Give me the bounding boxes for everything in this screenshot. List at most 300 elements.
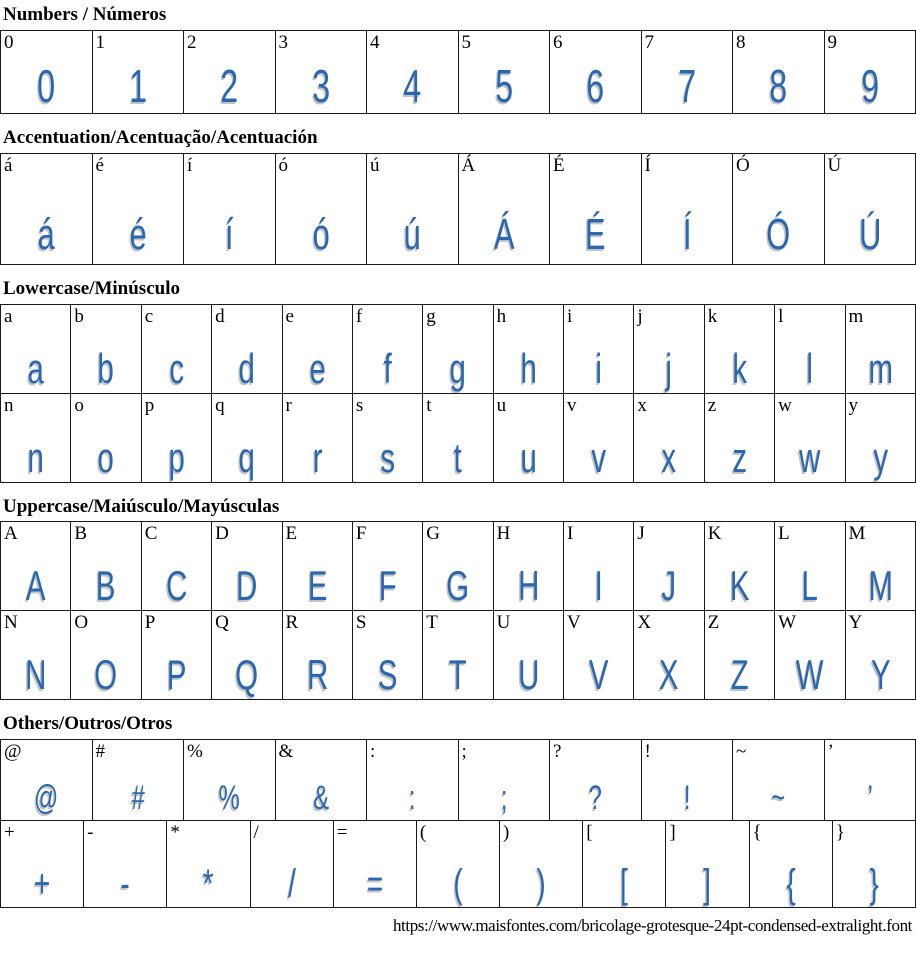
glyph-cell-numbers: [184, 30, 276, 113]
glyph-specimen: Y: [870, 651, 891, 699]
glyph-cell-inner: [353, 522, 422, 610]
glyph-cell-inner: [1, 522, 70, 610]
glyph-cell-inner: [846, 522, 916, 610]
glyph-specimen: t: [453, 433, 463, 481]
glyph-specimen: í: [224, 209, 234, 259]
glyph-label: B: [74, 523, 88, 545]
glyph-label: p: [144, 394, 155, 416]
glyph-cell-inner: [1, 740, 92, 820]
glyph-cell-inner: [283, 394, 352, 482]
specimen-sections: [0, 4, 916, 908]
glyph-cell-inner: [846, 611, 916, 699]
glyph-specimen: j: [665, 344, 673, 392]
glyph-cell-inner: [825, 154, 916, 264]
glyph-specimen: }: [869, 862, 879, 907]
glyph-cell-lowercase: [1, 393, 71, 482]
glyph-label: a: [4, 305, 13, 327]
glyph-specimen: [: [620, 862, 629, 907]
glyph-specimen: !: [683, 778, 691, 817]
glyph-specimen: J: [661, 562, 677, 610]
glyph-specimen: 6: [586, 60, 605, 113]
glyph-cell-numbers: [550, 30, 642, 113]
glyph-cell-uppercase: [775, 522, 845, 611]
glyph-cell-inner: [423, 394, 492, 482]
glyph-cell-others: [1, 821, 84, 908]
glyph-cell-inner: [634, 611, 703, 699]
glyph-cell-inner: [634, 305, 703, 393]
glyph-cell-inner: [71, 305, 140, 393]
glyph-cell-inner: [353, 611, 422, 699]
glyph-cell-uppercase: [212, 611, 282, 700]
glyph-cell-lowercase: [634, 393, 704, 482]
glyph-label: G: [426, 523, 440, 545]
glyph-cell-uppercase: [212, 522, 282, 611]
glyph-cell-uppercase: [493, 611, 563, 700]
glyph-cell-inner: [564, 305, 633, 393]
glyph-label: z: [707, 394, 717, 416]
glyph-label: E: [285, 523, 298, 545]
glyph-cell-lowercase: [775, 304, 845, 393]
glyph-specimen: U: [517, 651, 539, 699]
glyph-label: L: [778, 523, 790, 545]
glyph-specimen: C: [165, 562, 188, 610]
glyph-cell-inner: [423, 611, 492, 699]
glyph-cell-inner: [417, 821, 499, 907]
glyph-cell-uppercase: [564, 522, 634, 611]
glyph-specimen: ]: [703, 862, 712, 907]
glyph-cell-lowercase: [71, 393, 141, 482]
glyph-cell-inner: [500, 821, 582, 907]
glyph-cell-numbers: [367, 30, 459, 113]
glyph-cell-inner: [494, 305, 563, 393]
glyph-label: ’: [827, 741, 834, 763]
glyph-cell-lowercase: [845, 304, 916, 393]
glyph-specimen: O: [94, 651, 118, 699]
glyph-specimen: -: [120, 862, 130, 907]
glyph-specimen: K: [729, 562, 750, 610]
glyph-cell-lowercase: [1, 304, 71, 393]
glyph-cell-inner: [184, 31, 275, 113]
glyph-cell-accentuation: [824, 153, 916, 264]
glyph-cell-uppercase: [423, 611, 493, 700]
glyph-cell-inner: [93, 154, 184, 264]
glyph-cell-inner: [283, 611, 352, 699]
glyph-cell-inner: [459, 154, 550, 264]
glyph-specimen: c: [169, 344, 184, 392]
table-row: [1, 153, 916, 264]
glyph-specimen: É: [584, 209, 606, 259]
glyph-table-lowercase-row0: [0, 304, 916, 394]
glyph-specimen: ’: [867, 778, 873, 817]
glyph-specimen: 0: [37, 60, 56, 113]
glyph-cell-others: [749, 821, 832, 908]
glyph-label: M: [848, 523, 866, 545]
glyph-specimen: l: [806, 344, 814, 392]
glyph-label: o: [74, 394, 84, 416]
glyph-specimen: Q: [235, 651, 259, 699]
glyph-cell-lowercase: [71, 304, 141, 393]
glyph-specimen: z: [732, 433, 747, 481]
glyph-specimen: @: [34, 778, 59, 817]
glyph-cell-others: [367, 740, 459, 821]
table-row: [1, 393, 916, 482]
glyph-specimen: a: [27, 344, 44, 392]
glyph-label: [: [586, 822, 593, 844]
glyph-cell-inner: [167, 821, 249, 907]
glyph-cell-inner: [93, 31, 184, 113]
glyph-label: Ó: [736, 154, 750, 176]
glyph-cell-inner: [1, 611, 70, 699]
glyph-cell-lowercase: [141, 304, 211, 393]
glyph-label: 3: [278, 31, 288, 53]
glyph-specimen: #: [131, 778, 145, 817]
glyph-specimen: A: [25, 562, 46, 610]
glyph-label: 9: [827, 31, 837, 53]
glyph-label: í: [187, 154, 193, 176]
table-row: [1, 821, 916, 908]
glyph-label: e: [285, 305, 294, 327]
section-title-others: Others/Outros/Otros: [3, 713, 173, 735]
glyph-specimen: Ú: [858, 209, 881, 259]
glyph-cell-numbers: [824, 30, 916, 113]
glyph-cell-inner: [1, 31, 92, 113]
glyph-cell-inner: [733, 154, 824, 264]
glyph-specimen: ó: [312, 209, 330, 259]
glyph-label: }: [835, 822, 845, 844]
glyph-cell-inner: [84, 821, 166, 907]
glyph-cell-lowercase: [352, 304, 422, 393]
glyph-specimen: E: [307, 562, 327, 610]
glyph-cell-numbers: [641, 30, 733, 113]
glyph-cell-inner: [276, 31, 367, 113]
glyph-cell-inner: [666, 821, 748, 907]
glyph-cell-inner: [423, 522, 492, 610]
glyph-label: U: [496, 612, 511, 634]
glyph-cell-others: [666, 821, 749, 908]
glyph-cell-accentuation: [550, 153, 642, 264]
glyph-cell-lowercase: [704, 393, 774, 482]
glyph-specimen: e: [309, 344, 326, 392]
glyph-cell-numbers: [92, 30, 184, 113]
glyph-label: %: [187, 741, 203, 763]
glyph-label: n: [4, 394, 14, 416]
glyph-cell-lowercase: [141, 393, 211, 482]
glyph-cell-inner: [564, 522, 633, 610]
glyph-cell-inner: [550, 31, 641, 113]
glyph-table-accentuation-row0: [0, 153, 916, 265]
glyph-label: Ú: [827, 154, 842, 176]
glyph-label: 7: [644, 31, 654, 53]
glyph-label: I: [567, 523, 574, 545]
glyph-cell-inner: [459, 740, 550, 820]
glyph-cell-lowercase: [282, 393, 352, 482]
glyph-cell-uppercase: [141, 522, 211, 611]
glyph-label: f: [355, 305, 363, 327]
glyph-cell-others: [832, 821, 915, 908]
glyph-cell-others: [1, 740, 93, 821]
glyph-cell-inner: [276, 740, 367, 820]
glyph-label: u: [496, 394, 507, 416]
glyph-cell-inner: [212, 611, 281, 699]
glyph-label: Í: [644, 154, 651, 176]
glyph-label: á: [4, 154, 13, 176]
glyph-cell-others: [250, 821, 333, 908]
glyph-cell-uppercase: [352, 611, 422, 700]
glyph-cell-accentuation: [1, 153, 93, 264]
glyph-cell-others: [92, 740, 184, 821]
glyph-specimen: :: [408, 778, 416, 817]
glyph-cell-inner: [367, 31, 458, 113]
glyph-table-uppercase-row1: [0, 610, 916, 700]
glyph-cell-inner: [825, 740, 916, 820]
glyph-cell-lowercase: [634, 304, 704, 393]
glyph-label: ~: [736, 741, 747, 763]
glyph-label: é: [95, 154, 104, 176]
section-title-numbers: Numbers / Números: [3, 4, 167, 25]
glyph-cell-accentuation: [92, 153, 184, 264]
glyph-cell-inner: [353, 394, 422, 482]
glyph-label: A: [4, 523, 18, 545]
glyph-cell-inner: [634, 522, 703, 610]
glyph-cell-accentuation: [733, 153, 825, 264]
glyph-cell-others: [641, 740, 733, 821]
glyph-label: Y: [848, 612, 863, 634]
glyph-label: Q: [215, 612, 229, 634]
glyph-cell-others: [167, 821, 250, 908]
glyph-cell-inner: [283, 522, 352, 610]
glyph-specimen: G: [446, 562, 470, 610]
glyph-cell-others: [333, 821, 416, 908]
glyph-label: Á: [461, 154, 476, 176]
glyph-cell-numbers: [458, 30, 550, 113]
glyph-specimen: q: [238, 433, 255, 481]
glyph-specimen: u: [520, 433, 537, 481]
glyph-specimen: %: [218, 778, 240, 817]
glyph-cell-uppercase: [634, 522, 704, 611]
glyph-specimen: á: [37, 209, 55, 259]
glyph-cell-inner: [550, 740, 641, 820]
glyph-cell-lowercase: [212, 304, 282, 393]
glyph-specimen: 8: [769, 60, 788, 113]
glyph-label: ;: [461, 741, 467, 763]
glyph-cell-uppercase: [282, 522, 352, 611]
glyph-specimen: D: [236, 562, 258, 610]
glyph-table-others-row0: [0, 739, 916, 821]
glyph-cell-accentuation: [367, 153, 459, 264]
glyph-label: d: [215, 305, 225, 327]
glyph-specimen: M: [868, 562, 893, 610]
glyph-cell-lowercase: [704, 304, 774, 393]
glyph-cell-inner: [1, 305, 70, 393]
glyph-cell-accentuation: [275, 153, 367, 264]
glyph-cell-uppercase: [845, 522, 916, 611]
glyph-specimen: 4: [403, 60, 422, 113]
glyph-cell-numbers: [1, 30, 93, 113]
glyph-cell-accentuation: [641, 153, 733, 264]
glyph-specimen: 5: [494, 60, 513, 113]
glyph-cell-inner: [71, 522, 140, 610]
glyph-cell-others: [84, 821, 167, 908]
glyph-cell-inner: [750, 821, 832, 907]
glyph-cell-inner: [71, 611, 140, 699]
glyph-cell-uppercase: [845, 611, 916, 700]
glyph-specimen: V: [588, 651, 609, 699]
glyph-label: @: [4, 741, 22, 763]
glyph-specimen: n: [27, 433, 44, 481]
glyph-cell-uppercase: [564, 611, 634, 700]
glyph-label: l: [778, 305, 784, 327]
glyph-specimen: ;: [500, 778, 508, 817]
glyph-cell-inner: [212, 394, 281, 482]
glyph-cell-uppercase: [282, 611, 352, 700]
glyph-specimen: N: [25, 651, 47, 699]
glyph-cell-lowercase: [845, 393, 916, 482]
glyph-cell-inner: [846, 394, 916, 482]
glyph-cell-inner: [184, 154, 275, 264]
glyph-cell-others: [500, 821, 583, 908]
glyph-specimen: d: [238, 344, 255, 392]
glyph-label: -: [87, 822, 94, 844]
glyph-cell-uppercase: [1, 522, 71, 611]
glyph-label: m: [848, 305, 864, 327]
glyph-cell-uppercase: [71, 611, 141, 700]
glyph-cell-lowercase: [564, 304, 634, 393]
glyph-label: O: [74, 612, 89, 634]
glyph-specimen: {: [785, 862, 796, 907]
glyph-label: !: [644, 741, 651, 763]
glyph-specimen: 2: [220, 60, 239, 113]
glyph-cell-inner: [733, 740, 824, 820]
glyph-cell-inner: [583, 821, 665, 907]
glyph-label: &: [278, 741, 294, 763]
glyph-cell-inner: [775, 394, 844, 482]
glyph-label: ó: [278, 154, 288, 176]
glyph-label: /: [253, 822, 259, 844]
glyph-cell-inner: [494, 522, 563, 610]
table-row: [1, 304, 916, 393]
glyph-label: 6: [553, 31, 563, 53]
glyph-cell-others: [824, 740, 916, 821]
glyph-specimen: b: [97, 344, 115, 392]
glyph-cell-inner: [642, 31, 733, 113]
glyph-specimen: W: [795, 651, 824, 699]
glyph-label: P: [144, 612, 156, 634]
glyph-label: 0: [4, 31, 14, 53]
glyph-specimen: é: [129, 209, 147, 259]
glyph-cell-uppercase: [71, 522, 141, 611]
glyph-cell-inner: [494, 611, 563, 699]
glyph-specimen: Z: [730, 651, 749, 699]
glyph-cell-inner: [550, 154, 641, 264]
glyph-cell-inner: [705, 394, 774, 482]
glyph-label: Z: [707, 612, 720, 634]
glyph-label: t: [426, 394, 432, 416]
glyph-specimen: ~: [771, 778, 786, 817]
glyph-cell-inner: [775, 522, 844, 610]
glyph-cell-inner: [142, 522, 211, 610]
glyph-cell-inner: [367, 740, 458, 820]
glyph-specimen: *: [202, 862, 214, 907]
glyph-cell-inner: [1, 154, 92, 264]
glyph-cell-lowercase: [493, 304, 563, 393]
glyph-label: #: [95, 741, 105, 763]
glyph-label: 5: [461, 31, 471, 53]
glyph-cell-uppercase: [634, 611, 704, 700]
glyph-specimen: w: [799, 433, 821, 481]
table-row: [1, 740, 916, 821]
glyph-label: c: [144, 305, 154, 327]
glyph-cell-inner: [564, 394, 633, 482]
glyph-specimen: f: [383, 344, 392, 392]
glyph-cell-lowercase: [775, 393, 845, 482]
glyph-cell-inner: [733, 31, 824, 113]
glyph-cell-others: [416, 821, 499, 908]
glyph-specimen: v: [591, 433, 607, 481]
glyph-cell-uppercase: [352, 522, 422, 611]
glyph-specimen: m: [868, 344, 893, 392]
glyph-label: v: [567, 394, 577, 416]
glyph-specimen: g: [449, 344, 467, 392]
glyph-label: 8: [736, 31, 746, 53]
glyph-label: w: [778, 394, 792, 416]
glyph-label: ?: [553, 741, 562, 763]
glyph-cell-inner: [775, 305, 844, 393]
glyph-specimen: T: [448, 651, 467, 699]
glyph-specimen: x: [661, 433, 677, 481]
glyph-cell-inner: [1, 394, 70, 482]
glyph-cell-inner: [353, 305, 422, 393]
glyph-specimen: F: [378, 562, 397, 610]
glyph-cell-inner: [367, 154, 458, 264]
glyph-cell-inner: [642, 154, 733, 264]
glyph-cell-numbers: [733, 30, 825, 113]
glyph-label: r: [285, 394, 292, 416]
glyph-cell-lowercase: [212, 393, 282, 482]
glyph-cell-uppercase: [493, 522, 563, 611]
glyph-cell-uppercase: [704, 522, 774, 611]
glyph-label: D: [215, 523, 229, 545]
table-row: [1, 30, 916, 113]
glyph-cell-inner: [93, 740, 184, 820]
glyph-label: =: [336, 822, 348, 844]
glyph-specimen: i: [595, 344, 602, 392]
glyph-specimen: P: [166, 651, 187, 699]
glyph-cell-uppercase: [423, 522, 493, 611]
section-title-accentuation: Accentuation/Acentuação/Acentuación: [3, 126, 318, 148]
glyph-label: x: [637, 394, 647, 416]
glyph-specimen: 9: [860, 60, 879, 113]
glyph-table-numbers-row0: [0, 30, 916, 114]
glyph-cell-lowercase: [282, 304, 352, 393]
glyph-cell-inner: [283, 305, 352, 393]
glyph-cell-inner: [705, 611, 774, 699]
glyph-specimen: ): [536, 862, 546, 907]
glyph-label: C: [144, 523, 158, 545]
glyph-cell-inner: [775, 611, 844, 699]
glyph-label: 1: [95, 31, 105, 53]
section-title-lowercase: Lowercase/Minúsculo: [3, 277, 180, 299]
glyph-specimen: +: [33, 862, 51, 907]
glyph-label: 2: [187, 31, 197, 53]
glyph-label: j: [637, 305, 643, 327]
glyph-cell-inner: [705, 305, 774, 393]
glyph-specimen: o: [97, 433, 115, 481]
glyph-label: i: [567, 305, 573, 327]
glyph-cell-inner: [825, 31, 916, 113]
glyph-specimen: Á: [493, 209, 515, 259]
glyph-cell-accentuation: [458, 153, 550, 264]
glyph-cell-inner: [846, 305, 916, 393]
